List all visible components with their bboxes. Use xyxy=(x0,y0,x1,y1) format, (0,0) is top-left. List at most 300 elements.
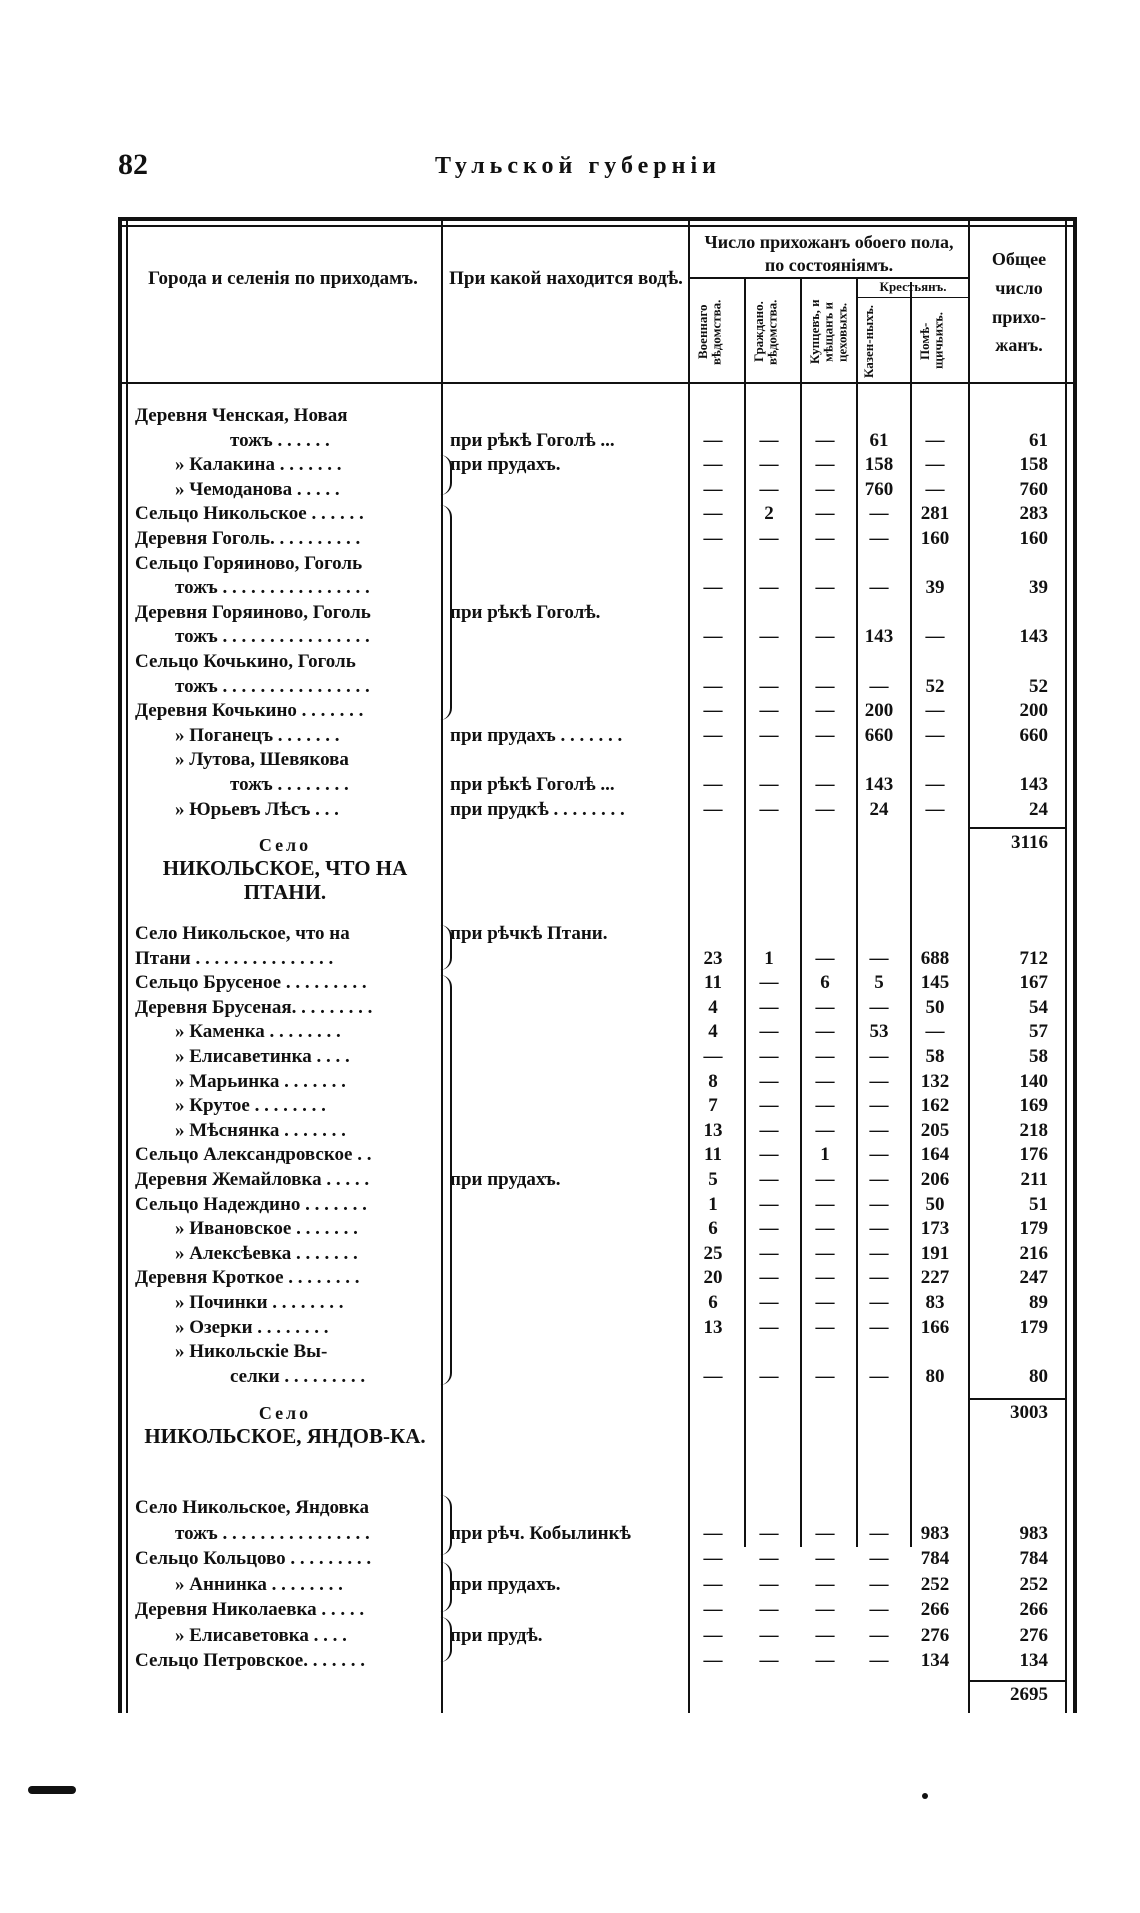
cell-ld: — xyxy=(925,1021,945,1043)
cell-st: 760 xyxy=(864,478,894,500)
frame-top-inner xyxy=(118,225,1077,227)
cell-ld: 58 xyxy=(925,1046,945,1067)
cell-total: 134 xyxy=(1019,1650,1048,1671)
cell-civ: — xyxy=(759,1046,779,1067)
table-row xyxy=(0,997,1140,1021)
place-name: Птани . . . . . . . . . . . . . . . xyxy=(135,947,334,969)
water-location: при рѣкѣ Гоголѣ. xyxy=(450,601,601,623)
cell-mil: 11 xyxy=(704,1144,722,1166)
water-location: при рѣкѣ Гоголѣ ... xyxy=(450,774,615,795)
table-row xyxy=(0,1120,1140,1144)
cell-civ: — xyxy=(759,1242,779,1264)
place-name: Сельцо Горяиново, Гоголь xyxy=(135,552,363,574)
cell-mil: — xyxy=(703,700,723,722)
cell-st: 53 xyxy=(869,1021,889,1043)
cell-total: 143 xyxy=(1019,626,1048,648)
place-name: » Елисаветовка . . . . xyxy=(175,1624,347,1646)
cell-mil: — xyxy=(703,1599,723,1620)
cell-mer: — xyxy=(815,798,835,820)
cell-ld: 266 xyxy=(920,1599,950,1620)
cell-mer: — xyxy=(815,577,835,599)
frame-top-border xyxy=(118,217,1077,221)
cell-mer: — xyxy=(815,947,835,969)
table-row xyxy=(0,1292,1140,1316)
cell-mil: — xyxy=(703,478,723,500)
cell-civ: — xyxy=(759,1144,779,1166)
cell-total: 167 xyxy=(1019,972,1048,994)
cell-total: 983 xyxy=(1019,1522,1048,1544)
table-row xyxy=(0,1497,1140,1521)
cell-st: — xyxy=(869,1548,889,1569)
cell-total: 712 xyxy=(1019,947,1048,969)
cell-civ: — xyxy=(759,774,779,795)
cell-mer: — xyxy=(815,1242,835,1264)
table-row xyxy=(0,1650,1140,1674)
cell-st: — xyxy=(869,996,889,1018)
header-places: Города и селенія по приходамъ. xyxy=(148,268,418,289)
cell-mer: — xyxy=(815,1119,835,1141)
table-row xyxy=(0,405,1140,429)
sum-1: 3116 xyxy=(1011,832,1048,853)
cell-civ: — xyxy=(759,724,779,746)
cell-civ: — xyxy=(759,1650,779,1671)
cell-mer: — xyxy=(815,700,835,722)
water-location: при прудахъ . . . . . . . xyxy=(450,724,623,746)
cell-civ: — xyxy=(759,798,779,820)
table-row xyxy=(0,577,1140,601)
cell-mil: 13 xyxy=(703,1316,723,1338)
table-row xyxy=(0,1317,1140,1341)
section-heading-2 xyxy=(130,835,440,904)
table-row xyxy=(0,676,1140,700)
table-row xyxy=(0,1095,1140,1119)
place-name: Деревня Николаевка . . . . . xyxy=(135,1599,365,1620)
table-row xyxy=(0,1071,1140,1095)
cell-st: — xyxy=(869,1169,889,1190)
cell-civ: — xyxy=(759,1316,779,1338)
cell-ld: 252 xyxy=(920,1573,950,1595)
table-row xyxy=(0,1243,1140,1267)
cell-st: — xyxy=(869,577,889,599)
header-military: Военнаго вѣдомства. xyxy=(695,299,724,365)
table-row xyxy=(0,774,1140,798)
cell-st: — xyxy=(869,1316,889,1338)
place-name: Деревня Жемайловка . . . . . xyxy=(135,1169,370,1190)
cell-civ: — xyxy=(759,1292,779,1313)
brace-6 xyxy=(440,1562,452,1612)
section-2-label: Село xyxy=(258,835,312,855)
water-location: при прудѣ. xyxy=(450,1624,543,1646)
table-row xyxy=(0,454,1140,478)
cell-ld: — xyxy=(925,626,945,648)
cell-mil: — xyxy=(703,454,723,476)
table-row xyxy=(0,626,1140,650)
cell-mer: — xyxy=(815,1267,835,1289)
cell-mer: — xyxy=(815,1573,835,1595)
water-location: при прудахъ. xyxy=(450,1573,561,1595)
water-location: при рѣчкѣ Птани. xyxy=(450,923,608,944)
cell-total: 54 xyxy=(1029,996,1048,1018)
water-location: при рѣкѣ Гоголѣ ... xyxy=(450,429,615,451)
cell-mil: — xyxy=(703,577,723,599)
cell-mer: — xyxy=(815,1070,835,1092)
table-row xyxy=(0,749,1140,773)
place-name: Село Никольское, что на xyxy=(135,923,350,944)
cell-st: — xyxy=(869,1242,889,1264)
cell-st: — xyxy=(869,1267,889,1289)
table-row xyxy=(0,1341,1140,1365)
table-row xyxy=(0,430,1140,454)
cell-st: — xyxy=(869,528,889,549)
place-name: тожъ . . . . . . xyxy=(230,429,330,451)
cell-ld: — xyxy=(925,700,945,722)
table-row xyxy=(0,923,1140,947)
table-row xyxy=(0,700,1140,724)
cell-mil: 6 xyxy=(708,1292,718,1313)
section-heading-3 xyxy=(130,1403,440,1448)
cell-total: 51 xyxy=(1029,1193,1048,1215)
cell-st: — xyxy=(869,1144,889,1166)
table-row xyxy=(0,1169,1140,1193)
cell-total: 283 xyxy=(1019,503,1048,525)
place-name: » Каменка . . . . . . . . xyxy=(175,1021,341,1043)
brace-2 xyxy=(440,505,452,720)
cell-civ: — xyxy=(759,1522,779,1544)
cell-ld: 276 xyxy=(920,1624,950,1646)
cell-mil: — xyxy=(703,1650,723,1671)
cell-ld: 132 xyxy=(920,1070,950,1092)
header-landlord: Помѣ-щичьихъ. xyxy=(917,312,946,370)
cell-ld: 206 xyxy=(920,1169,950,1190)
place-name: Деревня Гоголь. . . . . . . . . . xyxy=(135,528,361,549)
header-civil: Граждано. вѣдомства. xyxy=(751,299,780,365)
place-name: » Ивановское . . . . . . . xyxy=(175,1218,358,1240)
cell-total: 784 xyxy=(1019,1548,1048,1569)
cell-ld: 205 xyxy=(920,1119,950,1141)
peasants-rule xyxy=(856,297,970,298)
cell-st: — xyxy=(869,947,889,969)
cell-civ: 1 xyxy=(764,947,774,969)
cell-civ: — xyxy=(759,700,779,722)
cell-ld: 80 xyxy=(925,1365,945,1387)
cell-st: — xyxy=(869,1365,889,1387)
table-row xyxy=(0,553,1140,577)
cell-mer: — xyxy=(815,1548,835,1569)
cell-ld: 227 xyxy=(920,1267,950,1289)
cell-mil: 11 xyxy=(704,972,722,994)
cell-mer: — xyxy=(815,626,835,648)
cell-total: 216 xyxy=(1019,1242,1048,1264)
header-peasants: Крестьянъ. xyxy=(879,279,947,294)
cell-civ: — xyxy=(759,1119,779,1141)
table-row xyxy=(0,528,1140,552)
place-name: Деревня Кроткое . . . . . . . . xyxy=(135,1267,360,1289)
cell-civ: — xyxy=(759,1021,779,1043)
cell-ld: 134 xyxy=(920,1650,950,1671)
place-name: » Лутова, Шевякова xyxy=(175,749,349,771)
brace-4 xyxy=(440,975,452,1385)
cell-civ: — xyxy=(759,1095,779,1117)
cell-st: — xyxy=(869,1292,889,1313)
cell-total: 61 xyxy=(1029,429,1048,451)
cell-ld: 191 xyxy=(920,1242,950,1264)
cell-total: 211 xyxy=(1020,1169,1048,1190)
place-name: Сельцо Надеждино . . . . . . . xyxy=(135,1193,367,1215)
cell-st: — xyxy=(869,1650,889,1671)
cell-mil: — xyxy=(703,503,723,525)
place-name: Село Никольское, Яндовка xyxy=(135,1497,369,1518)
cell-mil: 5 xyxy=(708,1169,718,1190)
section-3-title: НИКОЛЬСКОЕ, ЯНДОВ-КА. xyxy=(144,1423,426,1448)
cell-mil: 4 xyxy=(708,1021,718,1043)
cell-mer: 1 xyxy=(820,1144,830,1166)
cell-mer: — xyxy=(815,478,835,500)
cell-mil: 1 xyxy=(708,1193,718,1215)
table-row xyxy=(0,1625,1140,1649)
cell-ld: — xyxy=(925,478,945,500)
header-water: При какой находится водѣ. xyxy=(449,268,683,289)
cell-mil: 25 xyxy=(703,1242,723,1264)
cell-total: 52 xyxy=(1029,675,1048,697)
cell-ld: — xyxy=(925,454,945,476)
cell-st: 660 xyxy=(864,724,894,746)
place-name: » Чемоданова . . . . . xyxy=(175,478,340,500)
running-head: Тульской губерніи xyxy=(435,153,721,179)
header-bottom-rule xyxy=(118,382,1077,384)
cell-total: 218 xyxy=(1019,1119,1048,1141)
sum-rule-3 xyxy=(968,1680,1066,1682)
water-location: при прудахъ. xyxy=(450,454,561,476)
cell-mil: — xyxy=(703,1046,723,1067)
table-row xyxy=(0,1523,1140,1547)
place-name: Сельцо Александровское . . xyxy=(135,1144,372,1166)
cell-mer: — xyxy=(815,1522,835,1544)
place-name: » Озерки . . . . . . . . xyxy=(175,1316,329,1338)
section-3-label: Село xyxy=(258,1403,312,1423)
cell-st: — xyxy=(869,1573,889,1595)
cell-mer: — xyxy=(815,1021,835,1043)
cell-total: 660 xyxy=(1019,724,1048,746)
cell-civ: — xyxy=(759,972,779,994)
header-state: Казен-ныхъ. xyxy=(861,304,876,378)
place-name: тожъ . . . . . . . . xyxy=(230,774,349,795)
cell-mer: — xyxy=(815,1046,835,1067)
cell-ld: 173 xyxy=(920,1218,950,1240)
cell-mer: — xyxy=(815,1169,835,1190)
cell-st: — xyxy=(869,1046,889,1067)
place-name: Сельцо Кольцово . . . . . . . . . xyxy=(135,1548,372,1569)
table-row xyxy=(0,1218,1140,1242)
place-name: тожъ . . . . . . . . . . . . . . . . xyxy=(175,626,370,648)
cell-total: 276 xyxy=(1019,1624,1048,1646)
cell-mer: — xyxy=(815,528,835,549)
cell-total: 252 xyxy=(1019,1573,1048,1595)
cell-total: 58 xyxy=(1029,1046,1048,1067)
cell-st: 143 xyxy=(864,774,894,795)
water-location: при рѣч. Кобылинкѣ xyxy=(450,1522,631,1544)
cell-ld: 166 xyxy=(920,1316,950,1338)
cell-civ: — xyxy=(759,577,779,599)
cell-total: 24 xyxy=(1029,798,1048,820)
cell-mer: 6 xyxy=(820,972,830,994)
cell-mil: 20 xyxy=(703,1267,723,1289)
cell-ld: 52 xyxy=(925,675,945,697)
cell-total: 200 xyxy=(1019,700,1048,722)
cell-st: 200 xyxy=(864,700,894,722)
place-name: » Починки . . . . . . . . xyxy=(175,1292,344,1313)
table-row xyxy=(0,1046,1140,1070)
cell-mer: — xyxy=(815,454,835,476)
cell-st: — xyxy=(869,1193,889,1215)
cell-civ: — xyxy=(759,1169,779,1190)
cell-mil: — xyxy=(703,528,723,549)
cell-total: 176 xyxy=(1019,1144,1048,1166)
cell-civ: — xyxy=(759,1070,779,1092)
table-row xyxy=(0,1574,1140,1598)
ink-dot xyxy=(922,1793,928,1799)
table-row xyxy=(0,948,1140,972)
cell-civ: — xyxy=(759,528,779,549)
sum-3: 2695 xyxy=(1010,1684,1048,1705)
table-row xyxy=(0,1366,1140,1390)
place-name: » Калакина . . . . . . . xyxy=(175,454,342,476)
cell-total: 80 xyxy=(1029,1365,1048,1387)
place-name: » Марьинка . . . . . . . xyxy=(175,1070,346,1092)
table-row xyxy=(0,1144,1140,1168)
cell-civ: — xyxy=(759,1548,779,1569)
sum-2: 3003 xyxy=(1010,1402,1048,1423)
cell-mer: — xyxy=(815,1650,835,1671)
cell-mer: — xyxy=(815,1316,835,1338)
cell-total: 39 xyxy=(1029,577,1048,599)
cell-total: 169 xyxy=(1019,1095,1048,1117)
cell-ld: — xyxy=(925,429,945,451)
table-row xyxy=(0,1267,1140,1291)
page-number: 82 xyxy=(118,148,148,181)
header-total: Общее число прихо-жанъ. xyxy=(991,249,1047,356)
cell-ld: 784 xyxy=(920,1548,950,1569)
cell-civ: — xyxy=(759,675,779,697)
place-name: тожъ . . . . . . . . . . . . . . . . xyxy=(175,577,370,599)
place-name: » Аннинка . . . . . . . . xyxy=(175,1573,343,1595)
table-row xyxy=(0,725,1140,749)
cell-mil: — xyxy=(703,774,723,795)
section-2-title: НИКОЛЬСКОЕ, ЧТО НА ПТАНИ. xyxy=(162,855,408,904)
cell-st: 143 xyxy=(864,626,894,648)
cell-ld: 39 xyxy=(925,577,945,599)
place-name: » Поганецъ . . . . . . . xyxy=(175,724,340,746)
cell-total: 760 xyxy=(1019,478,1048,500)
place-name: тожъ . . . . . . . . . . . . . . . . xyxy=(175,675,370,697)
cell-ld: 50 xyxy=(925,996,945,1018)
cell-mil: 7 xyxy=(708,1095,718,1117)
brace-5 xyxy=(440,1495,452,1555)
cell-mil: 13 xyxy=(703,1119,723,1141)
cell-ld: 688 xyxy=(920,947,950,969)
cell-mer: — xyxy=(815,675,835,697)
cell-total: 160 xyxy=(1019,528,1048,549)
ink-smudge xyxy=(28,1786,76,1794)
cell-mer: — xyxy=(815,429,835,451)
place-name: » Мѣснянка . . . . . . . xyxy=(175,1119,346,1141)
cell-mer: — xyxy=(815,1599,835,1620)
table-row xyxy=(0,1548,1140,1572)
place-name: Сельцо Брусеное . . . . . . . . . xyxy=(135,972,367,994)
place-name: Деревня Брусеная. . . . . . . . . xyxy=(135,996,373,1018)
cell-civ: — xyxy=(759,626,779,648)
cell-st: — xyxy=(869,1119,889,1141)
cell-civ: — xyxy=(759,1365,779,1387)
cell-st: — xyxy=(869,1522,889,1544)
cell-civ: — xyxy=(759,1193,779,1215)
cell-mer: — xyxy=(815,1365,835,1387)
cell-st: 158 xyxy=(864,454,894,476)
cell-st: 61 xyxy=(869,429,889,451)
cell-st: — xyxy=(869,1095,889,1117)
brace-1 xyxy=(440,455,452,495)
cell-st: 5 xyxy=(874,972,884,994)
table-row xyxy=(0,1021,1140,1045)
water-location: при прудахъ. xyxy=(450,1169,561,1190)
cell-mer: — xyxy=(815,1218,835,1240)
cell-total: 57 xyxy=(1029,1021,1048,1043)
place-name: Деревня Горяиново, Гоголь xyxy=(135,601,371,623)
cell-total: 143 xyxy=(1019,774,1048,795)
cell-mil: 6 xyxy=(708,1218,718,1240)
table-row xyxy=(0,651,1140,675)
cell-mil: 23 xyxy=(703,947,723,969)
cell-civ: — xyxy=(759,454,779,476)
table-row xyxy=(0,972,1140,996)
cell-ld: — xyxy=(925,774,945,795)
place-name: » Юрьевъ Лѣсъ . . . xyxy=(175,798,339,820)
cell-total: 158 xyxy=(1019,454,1048,476)
place-name: » Елисаветинка . . . . xyxy=(175,1046,350,1067)
water-location: при прудкѣ . . . . . . . . xyxy=(450,798,625,820)
cell-ld: 162 xyxy=(920,1095,950,1117)
cell-mer: — xyxy=(815,1624,835,1646)
cell-ld: 145 xyxy=(920,972,950,994)
cell-st: — xyxy=(869,1218,889,1240)
cell-civ: — xyxy=(759,996,779,1018)
cell-mil: — xyxy=(703,724,723,746)
cell-st: — xyxy=(869,1070,889,1092)
cell-total: 179 xyxy=(1019,1218,1048,1240)
place-name: селки . . . . . . . . . xyxy=(230,1365,366,1387)
place-name: » Алексѣевка . . . . . . . xyxy=(175,1242,358,1264)
cell-civ: 2 xyxy=(764,503,774,525)
cell-ld: 281 xyxy=(920,503,950,525)
cell-mer: — xyxy=(815,503,835,525)
sum-rule-2 xyxy=(968,1398,1066,1400)
header-parishioners: Число прихожанъ обоего пола, по состояніямъ. xyxy=(704,232,954,275)
cell-mil: 8 xyxy=(708,1070,718,1092)
cell-civ: — xyxy=(759,429,779,451)
cell-mil: — xyxy=(703,675,723,697)
table-row xyxy=(0,1599,1140,1623)
cell-st: — xyxy=(869,1599,889,1620)
cell-st: — xyxy=(869,1624,889,1646)
cell-ld: 164 xyxy=(920,1144,950,1166)
cell-civ: — xyxy=(759,1573,779,1595)
cell-mil: — xyxy=(703,1365,723,1387)
cell-ld: 160 xyxy=(920,528,950,549)
place-name: Сельцо Кочькино, Гоголь xyxy=(135,651,356,672)
cell-mil: — xyxy=(703,798,723,820)
cell-mil: — xyxy=(703,1522,723,1544)
place-name: » Никольскіе Вы- xyxy=(175,1341,328,1363)
cell-civ: — xyxy=(759,1267,779,1289)
